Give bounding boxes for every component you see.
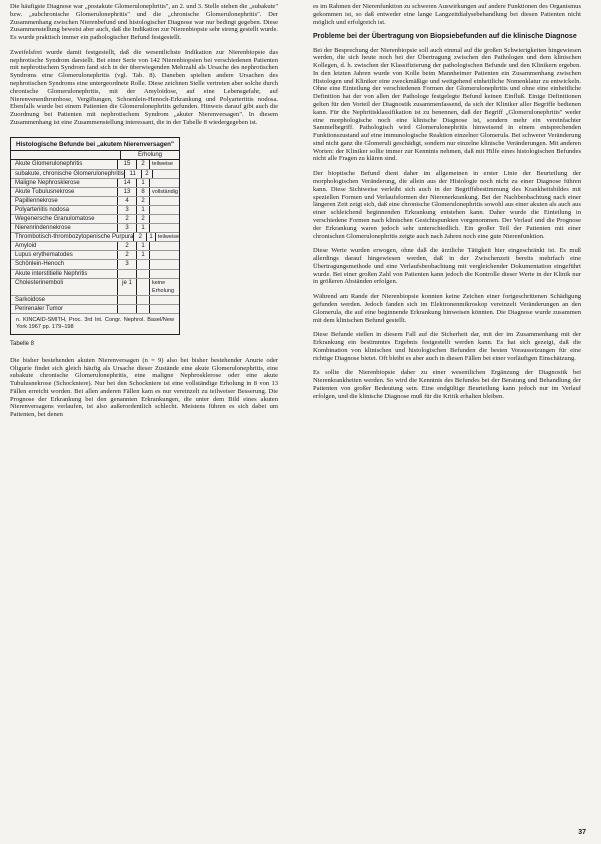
table-cell-note	[149, 197, 179, 205]
table-cell-note	[149, 305, 179, 313]
table-cell-note	[152, 170, 179, 178]
table-cell-mark	[136, 279, 149, 295]
table-8	[10, 137, 180, 335]
page-number: 37	[578, 829, 586, 836]
table-cell-mark	[136, 260, 149, 268]
table-row	[11, 170, 179, 179]
table-cell-diagnosis: Thrombotisch-thrombozytopenische Purpura	[15, 234, 134, 241]
table-cell-diagnosis: Maligne Nephrosklerose	[15, 179, 80, 186]
table-cell-count: 4	[117, 197, 136, 205]
paragraph: Es sollte die Nierenbiopsie daher zu einer wesentlichen Ergänzung der Diagnostik bei Nierenkrankheiten werden. So wird die Kenntnis des Befundes bei der Beratung und Behandlung der Patienten von großer Bedeutung sein. Eine endgültige Beurteilung kann jedoch nur im Verlauf erfolgen, und die klinische Diagnose muß für die Kritik erhalten bleiben.	[313, 369, 581, 400]
table-cell-diagnosis: Cholesterinemboli	[15, 279, 64, 286]
table-cell-mark: 8	[136, 188, 149, 196]
table-cell-mark: 2	[136, 160, 149, 168]
table-cell-diagnosis: Lupus erythematodes	[15, 252, 73, 259]
table-cell-count: 11	[124, 170, 141, 178]
table-cell-mark	[136, 296, 149, 304]
table-cell-diagnosis: subakute, chronische Glomerulonephritis	[15, 170, 124, 177]
table-cell-note	[149, 242, 179, 250]
table-row	[11, 296, 179, 305]
table-cell-count: 3	[117, 260, 136, 268]
table-row	[11, 251, 179, 260]
table-row	[11, 206, 179, 215]
table-row	[11, 305, 179, 314]
table-cell-note	[149, 296, 179, 304]
table-cell-diagnosis: Schönlein-Henoch	[15, 261, 65, 268]
table-row	[11, 224, 179, 233]
table-cell-count: 13	[117, 188, 136, 196]
paragraph: Diese Befunde stellen in diesem Fall auf die Sicherheit dar, mit der im Zusammenhang mit der Erkrankung ein bestimmtes Ergebnis festgestellt werden kann. Es hat sich gezeigt, daß die Kombination von klinischen und histologischen Befunden die besten Voraussetzungen für eine richtige Diagnose bietet. Oft bleibt es aber auch in diesen Fällen bei einer vorläufigen Einschätzung.	[313, 331, 581, 362]
paragraph: Der bioptische Befund dient daher im allgemeinen in erster Linie der Beurteilung der morphologischen Veränderung, die allein aus der Histologie noch nicht zu einer Diagnose führen kann. Diese Sichtweise verleiht sich auch in der Begriffsbestimmung des Krankheitsbildes mit speziellen Formen und Verlaufsformen der Nierenerkrankung. Bei der Nachbeobachtung nach einer längeren Zeit zeigt sich, daß eine chronische Glomerulonephritis sowohl aus einer akuten als auch aus einer schleichend beginnenden Erkrankung entstehen kann. Daher wurde die Einteilung in verschiedene Formen nach klinischen Gesichtspunkten vorgenommen. Der Verlauf und die Prognose der Erkrankung waren jedoch sehr unterschiedlich. Ein großer Teil der Patienten mit einer chronischen Glomerulonephritis zeigte auch nach Jahren noch eine gute Nierenfunktion.	[313, 170, 581, 240]
table-cell-diagnosis: Wegenersche Granulomatose	[15, 215, 95, 222]
table-cell-count: 3	[117, 224, 136, 232]
table-cell-note: keine Erholung	[149, 279, 179, 295]
section-heading: Probleme bei der Übertragung von Biopsiebefunden auf die klinische Diagnose	[313, 33, 577, 41]
paragraph: es im Rahmen der Nierenfunktion zu schweren Auswirkungen auf andere Funktionen des Organismus gekommen ist, so daß entweder eine lange Langzeitdialysebehandlung bei diesen Patienten nicht möglich und erfolgreich ist.	[313, 3, 581, 26]
table-cell-count: 2	[117, 251, 136, 259]
table-cell-note	[149, 270, 179, 278]
table-cell-mark: 2	[136, 197, 149, 205]
table-header	[11, 151, 179, 160]
table-title: Histologische Befunde bei „akutem Nierenversagen"	[11, 138, 179, 152]
table-cell-note: teilweise	[149, 160, 179, 168]
table-row	[11, 242, 179, 251]
table-cell-diagnosis: Akute interstitielle Nephritis	[15, 270, 88, 277]
table-cell-mark: 1	[146, 233, 155, 241]
table-row	[11, 179, 179, 188]
table-cell-diagnosis: Perirenaler Tumor	[15, 305, 64, 312]
table-cell-diagnosis: Polyarteriitis nodosa	[15, 206, 70, 213]
table-row	[11, 279, 179, 296]
table-cell-mark: 1	[136, 224, 149, 232]
paragraph: Bei der Besprechung der Nierenbiopsie soll auch einmal auf die großen Schwierigkeiten hingewiesen werden, die sich heute noch bei der Übertragung zwischen den Pathologen und dem klinischen Kollegen, d. h. zwischen der Klassifizierung der pathologischen Befunde und den Klinikern ergeben. In den letzten Jahren wurde von Kolle beim Mannheimer Patienten ein Zusammenhang zwischen Histologen und Kliniker eine zweckmäßige und weitgehend einheitliche Nomenklatur zu entwickeln. Ohne eine Einteilung der verschiedenen Formen der Glomerulonephritis und ohne eine einheitliche Definition hat der von allen der Pathologe festgelegte Befund keinen Einfluß. Einige Definitionen gelten für den Vorteil der Diagnostik zusammenfassend, da sich der Kliniker aller Begriffe bedienen kann. Für die Nephritisklassifikation ist zu benennen, daß der Begriff „Glomerulonephritis" weder eine morphologische noch eine klinische Diagnose ist, sondern mehr ein vereinfachter Sammelbegriff. Pathologisch wird Glomerulonephritis hinweisend in einem entsprechenden Funktionszustand auf eine immunologische Reaktion einzelner Glomerula. Bei schwerer Veränderung sind nicht ganz die Glomeruli geschädigt, sondern nur einzelne klinische Veränderungen. Mit anderen Worten: der Kliniker sollte immer zur Kenntnis nehmen, daß mit Hilfe eines histologischen Befundes nicht alle Fragen zu klären sind.	[313, 46, 581, 163]
table-cell-mark: 1	[136, 251, 149, 259]
table-cell-mark: 1	[136, 179, 149, 187]
table-header-cell: Erholung	[120, 151, 179, 159]
left-column	[10, 3, 278, 841]
table-cell-mark	[136, 270, 149, 278]
table-row	[11, 260, 179, 269]
table-row	[11, 215, 179, 224]
table-cell-count	[117, 296, 136, 304]
table-body	[11, 160, 179, 314]
table-cell-mark	[136, 305, 149, 313]
table-cell-count	[117, 305, 136, 313]
paragraph: Die bisher bestehenden akuten Nierenversagen (n = 9) also bei bisher bestehender Anurie oder Oligurie findet sich gleich häufig als Ursache dieser Zustände eine akute Glomerulonephritis, eine subakute chronische Glomerulonephritis, eine maligne Nephrosklerose oder eine akute Tubulusnekrose (Schockniere). Nur bei den Schockniere ist eine vollständige Erholung in 8 von 13 Fällen erreicht worden. Bei allen anderen Fällen kam es nur vereinzelt zu teilweiser Besserung. Die Prognose der Erkrankung bei den genannten Erkrankungen, die unter dem Bild eines akuten Nierenversagens verlaufen, ist also außerordentlich schlecht. Meistens führen es sich dabei um Patienten, bei denen	[10, 356, 278, 419]
table-caption: Tabelle 8	[10, 341, 35, 347]
table-cell-count	[117, 270, 136, 278]
table-cell-diagnosis: Papillennekrose	[15, 197, 58, 204]
table-row	[11, 233, 179, 242]
table-cell-mark: 2	[136, 215, 149, 223]
table-cell-note	[149, 215, 179, 223]
table-cell-count: je 1	[117, 279, 136, 295]
table-cell-diagnosis: Nierenrindennekrose	[15, 225, 71, 232]
paragraph: Diese Werte wurden erwogen, ohne daß die ärztliche Tätigkeit hier eingeschränkt ist. Es muß allerdings darauf hingewiesen werden, daß in der Zwischenzeit bereits mehrfach eine Übertragungsmethode und eine Verlaufsbeobachtung mit vergleichender Dokumentation eingeführt wurde. Bei einer großen Zahl von Patienten kann jedoch die Kontrolle dieser Werte in der Klinik nur in größeren Abständen erfolgen.	[313, 247, 581, 286]
table-cell-diagnosis: Amyloid	[15, 243, 37, 250]
table-cell-mark: 1	[136, 206, 149, 214]
table-cell-note	[149, 224, 179, 232]
table-cell-diagnosis: Akute Glomerulonephritis	[15, 161, 83, 168]
table-cell-count: 15	[117, 160, 136, 168]
paragraph: Zweifelsfrei wurde damit festgestellt, daß die wesentlichste Indikation zur Nierenbiopsie das nephrotische Syndrom darstellt. Bei einer Serie von 142 Nierenbiopsien bei verschiedenen Patienten mit nephrotischem Syndrom fand sich in der überwiegenden Mehrzahl als Ursache des nephrotischen Syndroms eine Glomerulonephritis (vgl. Tab. 8). Daneben spielten andere Ursachen des nephrotischen Syndroms eine untergeordnete Rolle. Diese zeichnen Stelle vertreten aber solche durch chronische Glomerulonephritis, mit der Amyloidose, auf eine Lebensgefahr, auf Nierenvenenthrombose, Vergiftungen, Schoenlein-Henoch-Erkrankung und Polyarteriitis nodosa. Ebenfalls wurde bei einem Patienten die Glomerulonephritis gefunden. Hinweis darauf gibt auch die Zuordnung bei Patienten mit nephrotischem Syndrom „akuter Nierenversagen". In diesem Zusammenhang ist eine Zusammenstellung interessant, die in der Tabelle 8 wiedergegeben ist.	[10, 48, 278, 126]
paragraph: Während am Rande der Nierenbiopsie konnten keine Zeichen einer fortgeschrittenen Schädigung gefunden werden. Jedoch fanden sich im Elektronenmikroskop vereinzelt Veränderungen an den Glomerula, die auf eine beginnende Erkrankung hinweisen könnten. Die Diagnose wurde zusammen mit dem klinischen Befund gestellt.	[313, 293, 581, 324]
paragraph: Die häufigste Diagnose war „postakute Glomerulonephritis", an 2. und 3. Stelle stehen die „subakute" bzw. „subchronische Glomerulonephritis" und die „chronische Glomerulonephritis". Der Zusammenhang zwischen Nierenbefund und histologischer Diagnose war nur bedingt gegeben. Diese Zusammenstellung beweist aber auch, daß die Indikation zur Nierenbiopsie sehr streng gestellt wurde. Es wurde praktisch immer ein pathologischer Befund festgestellt.	[10, 3, 278, 42]
right-column	[313, 3, 581, 828]
table-cell-mark: 1	[136, 242, 149, 250]
table-cell-count: 2	[133, 233, 146, 241]
table-row	[11, 197, 179, 206]
table-cell-note	[149, 179, 179, 187]
table-cell-count: 2	[117, 215, 136, 223]
table-cell-note: teilweise	[155, 233, 179, 241]
table-cell-note: vollständig	[149, 188, 179, 196]
table-row	[11, 160, 179, 169]
table-cell-diagnosis: Sarkoidose	[15, 296, 46, 303]
table-cell-note	[149, 206, 179, 214]
table-cell-note	[149, 251, 179, 259]
table-cell-count: 3	[117, 206, 136, 214]
table-footnote: n. KINCAID-SMITH, Proc. 3rd Int. Congr. Nephrol. Basel/New York 1967 pp. 179–198	[16, 317, 174, 330]
table-cell-mark: 2	[141, 170, 153, 178]
table-cell-note	[149, 260, 179, 268]
table-cell-diagnosis: Akute Tubulusnekrose	[15, 188, 75, 195]
table-row	[11, 188, 179, 197]
table-cell-count: 2	[117, 242, 136, 250]
table-row	[11, 270, 179, 279]
table-cell-count: 14	[117, 179, 136, 187]
